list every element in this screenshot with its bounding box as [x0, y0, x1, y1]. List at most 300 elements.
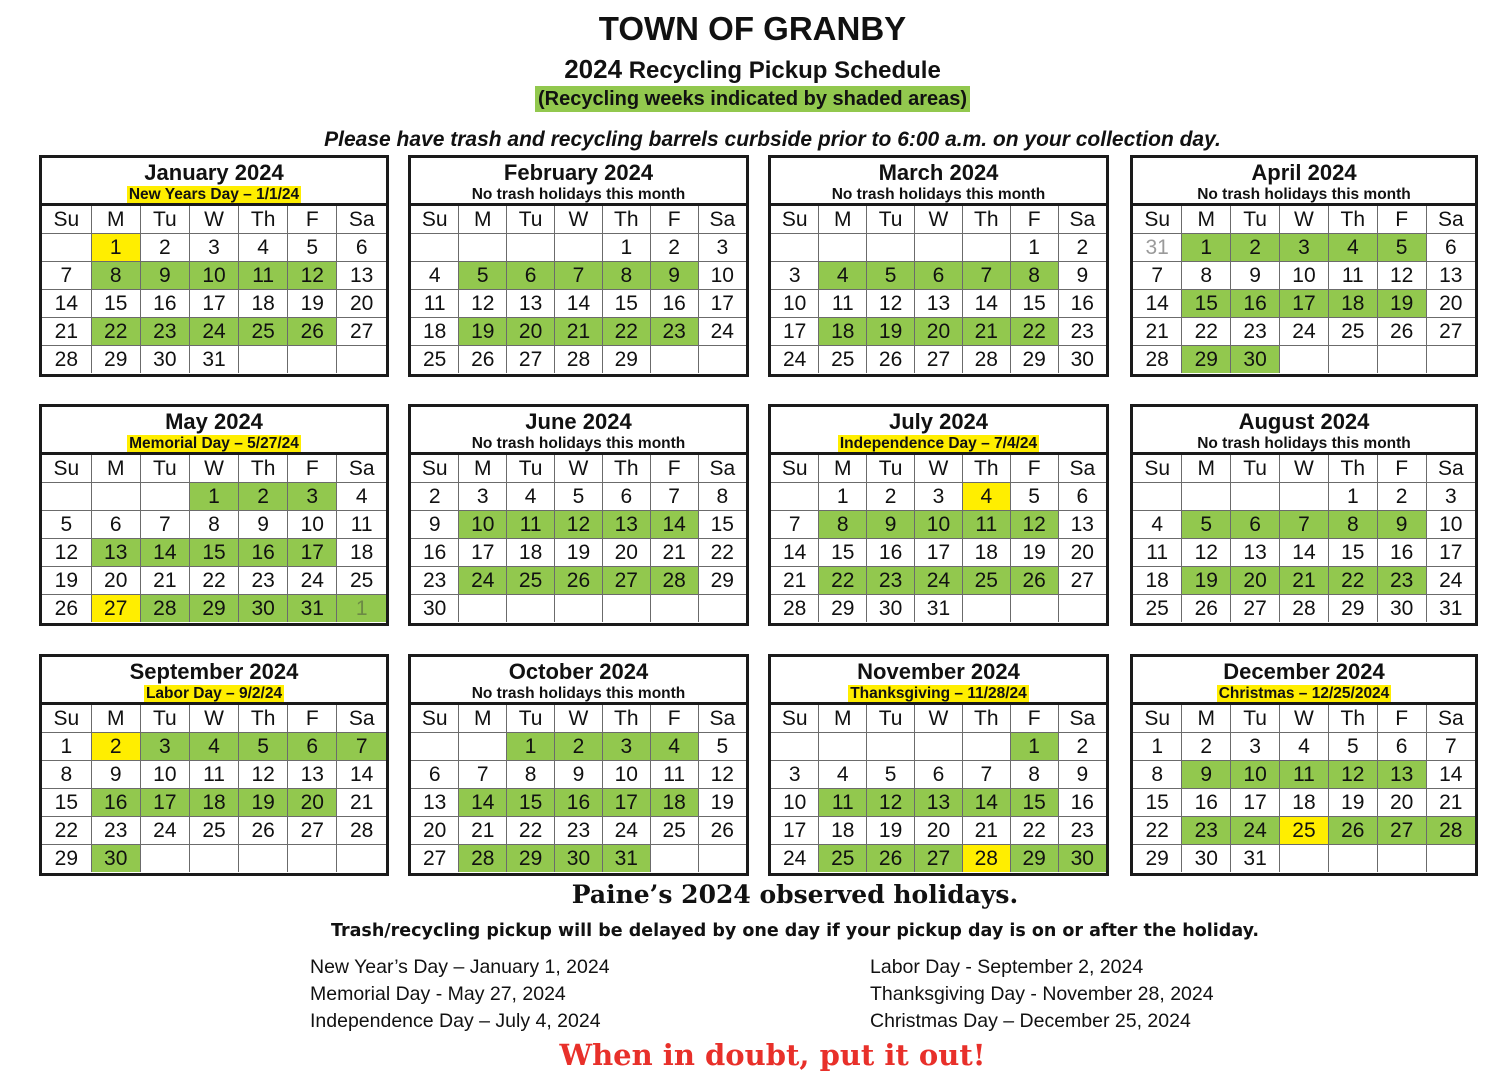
day-cell: 27 [1231, 595, 1280, 623]
day-cell: 11 [650, 761, 698, 789]
weekday-row [411, 206, 746, 234]
shaded-note: (Recycling weeks indicated by shaded areas) [535, 86, 970, 112]
month-note-text: No trash holidays this month [1197, 435, 1411, 452]
recycling-day-cell: 4 [819, 262, 867, 290]
recycling-day-cell: 17 [602, 789, 650, 817]
recycling-day-cell: 3 [140, 733, 189, 761]
empty-day-cell [1010, 595, 1058, 623]
empty-day-cell [288, 845, 337, 873]
empty-day-cell [698, 845, 746, 873]
month-calendar [768, 404, 1109, 626]
weekday-label: Sa [698, 455, 746, 483]
month-header [771, 407, 1106, 455]
weekday-label: W [555, 705, 603, 733]
day-cell: 9 [1231, 262, 1280, 290]
day-cell: 12 [42, 539, 91, 567]
day-cell: 17 [698, 290, 746, 318]
day-cell: 23 [1058, 318, 1106, 346]
weekday-label: F [650, 206, 698, 234]
day-cell: 18 [239, 290, 288, 318]
recycling-day-cell: 24 [1231, 817, 1280, 845]
month-calendar [408, 155, 749, 377]
week-row [771, 595, 1106, 623]
day-cell: 15 [91, 290, 140, 318]
week-row [42, 262, 386, 290]
recycling-day-cell: 23 [140, 318, 189, 346]
weekday-label: Sa [1058, 455, 1106, 483]
weekday-label: M [819, 705, 867, 733]
day-cell: 29 [1010, 346, 1058, 374]
day-cell: 29 [1328, 595, 1377, 623]
day-cell: 21 [1133, 318, 1182, 346]
day-cell: 16 [650, 290, 698, 318]
month-calendar [39, 404, 389, 626]
weekday-label: Th [239, 206, 288, 234]
day-cell: 24 [1280, 318, 1329, 346]
day-cell: 23 [239, 567, 288, 595]
empty-day-cell [337, 845, 386, 873]
day-cell: 26 [698, 817, 746, 845]
day-cell: 17 [771, 318, 819, 346]
empty-day-cell [962, 733, 1010, 761]
day-cell: 31 [1133, 234, 1182, 262]
recycling-day-cell: 3 [602, 733, 650, 761]
empty-day-cell [91, 483, 140, 511]
week-row [42, 511, 386, 539]
day-cell: 24 [771, 346, 819, 374]
weekday-label: F [1377, 206, 1426, 234]
weekday-label: M [91, 705, 140, 733]
weekday-label: Su [411, 206, 459, 234]
recycling-day-cell: 30 [239, 595, 288, 623]
day-cell: 12 [698, 761, 746, 789]
week-row [411, 789, 746, 817]
month-note-text: Independence Day – 7/4/24 [839, 435, 1038, 452]
week-row [1133, 234, 1475, 262]
day-cell: 5 [1010, 483, 1058, 511]
day-cell: 24 [288, 567, 337, 595]
recycling-day-cell: 23 [650, 318, 698, 346]
empty-day-cell [771, 483, 819, 511]
week-row [771, 511, 1106, 539]
day-cell: 4 [337, 483, 386, 511]
month-title: June 2024 [525, 409, 632, 434]
empty-day-cell [771, 234, 819, 262]
weekday-label: Tu [1231, 705, 1280, 733]
day-cell: 16 [1377, 539, 1426, 567]
week-row [771, 234, 1106, 262]
month-title: December 2024 [1223, 659, 1385, 684]
recycling-day-cell: 18 [650, 789, 698, 817]
empty-day-cell [140, 483, 189, 511]
recycling-day-cell: 6 [915, 262, 963, 290]
empty-day-cell [555, 595, 603, 623]
empty-day-cell [1182, 483, 1231, 511]
recycling-day-cell: 19 [1377, 290, 1426, 318]
day-cell: 17 [915, 539, 963, 567]
day-cell: 21 [459, 817, 507, 845]
day-cell: 15 [819, 539, 867, 567]
recycling-day-cell: 24 [915, 567, 963, 595]
month-grid [411, 206, 746, 373]
weekday-label: Tu [507, 206, 555, 234]
weekday-label: W [915, 455, 963, 483]
page-subtitle [0, 54, 1505, 85]
recycling-day-cell: 9 [140, 262, 189, 290]
recycling-day-cell: 20 [1231, 567, 1280, 595]
recycling-day-cell: 30 [1058, 845, 1106, 873]
recycling-day-cell: 19 [1182, 567, 1231, 595]
weekday-label: M [91, 206, 140, 234]
day-cell: 6 [1058, 483, 1106, 511]
empty-day-cell [1328, 346, 1377, 374]
day-cell: 19 [288, 290, 337, 318]
recycling-day-cell: 25 [819, 845, 867, 873]
weekday-label: M [459, 705, 507, 733]
recycling-day-cell: 1 [507, 733, 555, 761]
recycling-day-cell: 22 [602, 318, 650, 346]
recycling-day-cell: 27 [602, 567, 650, 595]
day-cell: 31 [189, 346, 238, 374]
day-cell: 21 [650, 539, 698, 567]
day-cell: 2 [1058, 234, 1106, 262]
weekday-label: F [1010, 206, 1058, 234]
day-cell: 7 [771, 511, 819, 539]
day-cell: 8 [189, 511, 238, 539]
month-title: July 2024 [888, 409, 989, 434]
week-row [42, 845, 386, 873]
slogan: When in doubt, put it out! [559, 1038, 986, 1072]
weekday-label: Su [1133, 206, 1182, 234]
recycling-day-cell: 28 [459, 845, 507, 873]
empty-day-cell [650, 595, 698, 623]
no-holiday-note [1133, 186, 1475, 203]
day-cell: 16 [411, 539, 459, 567]
recycling-day-cell: 9 [650, 262, 698, 290]
holiday-list-item: Christmas Day – December 25, 2024 [870, 1010, 1191, 1032]
day-cell: 18 [507, 539, 555, 567]
recycling-day-cell: 14 [140, 539, 189, 567]
recycling-day-cell: 6 [507, 262, 555, 290]
day-cell: 10 [1426, 511, 1475, 539]
recycling-day-cell: 14 [962, 789, 1010, 817]
day-cell: 12 [1182, 539, 1231, 567]
week-row [771, 346, 1106, 374]
week-row [42, 733, 386, 761]
day-cell: 6 [411, 761, 459, 789]
page-title: TOWN OF GRANBY [598, 10, 907, 47]
weekday-label: Th [962, 705, 1010, 733]
month-calendar [768, 155, 1109, 377]
recycling-day-cell: 8 [602, 262, 650, 290]
empty-day-cell [1328, 845, 1377, 873]
day-cell: 13 [288, 761, 337, 789]
day-cell: 26 [1377, 318, 1426, 346]
day-cell: 30 [1182, 845, 1231, 873]
recycling-day-cell: 23 [1182, 817, 1231, 845]
day-cell: 25 [411, 346, 459, 374]
weekday-label: Sa [337, 206, 386, 234]
day-cell: 23 [555, 817, 603, 845]
holiday-list-left [310, 954, 610, 1035]
recycling-day-cell: 5 [1182, 511, 1231, 539]
recycling-day-cell: 7 [1280, 511, 1329, 539]
day-cell: 2 [140, 234, 189, 262]
week-row [411, 845, 746, 873]
empty-day-cell [1377, 346, 1426, 374]
day-cell: 3 [1231, 733, 1280, 761]
week-row [42, 346, 386, 374]
week-row [771, 789, 1106, 817]
weekday-label: Su [771, 206, 819, 234]
day-cell: 9 [411, 511, 459, 539]
weekday-label: Sa [337, 455, 386, 483]
empty-day-cell [459, 733, 507, 761]
day-cell: 30 [1377, 595, 1426, 623]
day-cell: 20 [1058, 539, 1106, 567]
day-cell: 1 [1010, 234, 1058, 262]
recycling-day-cell: 14 [459, 789, 507, 817]
recycling-day-cell: 20 [507, 318, 555, 346]
day-cell: 28 [771, 595, 819, 623]
weekday-row [411, 455, 746, 483]
recycling-day-cell: 2 [1231, 234, 1280, 262]
weekday-label: W [555, 206, 603, 234]
recycling-day-cell: 11 [507, 511, 555, 539]
week-row [771, 290, 1106, 318]
empty-day-cell [1280, 845, 1329, 873]
day-cell: 24 [140, 817, 189, 845]
recycling-day-cell: 15 [189, 539, 238, 567]
day-cell: 5 [288, 234, 337, 262]
recycling-day-cell: 6 [1231, 511, 1280, 539]
month-title: March 2024 [878, 160, 999, 185]
month-note-text: New Years Day – 1/1/24 [128, 186, 300, 203]
day-cell: 28 [42, 346, 91, 374]
day-cell: 3 [698, 234, 746, 262]
month-title: November 2024 [857, 659, 1020, 684]
day-cell: 22 [1133, 817, 1182, 845]
weekday-label: Tu [140, 206, 189, 234]
month-title: October 2024 [508, 659, 649, 684]
observed-holidays-title: Paine’s 2024 observed holidays. [571, 880, 1019, 909]
weekday-row [42, 705, 386, 733]
day-cell: 19 [555, 539, 603, 567]
day-cell: 6 [1426, 234, 1475, 262]
day-cell: 6 [1377, 733, 1426, 761]
recycling-day-cell: 12 [1010, 511, 1058, 539]
day-cell: 6 [91, 511, 140, 539]
day-cell: 30 [1058, 346, 1106, 374]
day-cell: 23 [1231, 318, 1280, 346]
recycling-day-cell: 8 [91, 262, 140, 290]
recycling-day-cell: 26 [867, 845, 915, 873]
day-cell: 13 [1231, 539, 1280, 567]
recycling-day-cell: 7 [337, 733, 386, 761]
day-cell: 3 [189, 234, 238, 262]
month-note-text: Thanksgiving – 11/28/24 [850, 685, 1027, 702]
month-title: January 2024 [144, 160, 284, 185]
day-cell: 22 [698, 539, 746, 567]
recycling-day-cell: 14 [650, 511, 698, 539]
day-cell: 13 [507, 290, 555, 318]
day-cell: 12 [239, 761, 288, 789]
empty-day-cell [962, 234, 1010, 262]
day-cell: 10 [140, 761, 189, 789]
day-cell: 15 [1133, 789, 1182, 817]
recycling-day-cell: 10 [459, 511, 507, 539]
weekday-label: Tu [867, 206, 915, 234]
recycling-day-cell: 3 [1280, 234, 1329, 262]
day-cell: 10 [288, 511, 337, 539]
weekday-label: W [555, 455, 603, 483]
recycling-day-cell: 11 [962, 511, 1010, 539]
recycling-day-cell: 1 [189, 483, 238, 511]
week-row [1133, 539, 1475, 567]
weekday-label: Su [771, 705, 819, 733]
day-cell: 22 [189, 567, 238, 595]
holiday-day-cell: 1 [91, 234, 140, 262]
weekday-label: M [459, 206, 507, 234]
recycling-day-cell: 29 [507, 845, 555, 873]
recycling-day-cell: 2 [239, 483, 288, 511]
week-row [1133, 595, 1475, 623]
week-row [42, 817, 386, 845]
day-cell: 9 [1058, 262, 1106, 290]
day-cell: 22 [1010, 817, 1058, 845]
recycling-day-cell: 26 [288, 318, 337, 346]
recycling-day-cell: 13 [1377, 761, 1426, 789]
recycling-day-cell: 10 [1231, 761, 1280, 789]
day-cell: 5 [42, 511, 91, 539]
day-cell: 29 [91, 346, 140, 374]
holiday-day-cell: 4 [962, 483, 1010, 511]
recycling-day-cell: 26 [1010, 567, 1058, 595]
weekday-label: F [650, 455, 698, 483]
recycling-day-cell: 15 [1182, 290, 1231, 318]
day-cell: 18 [962, 539, 1010, 567]
week-row [42, 567, 386, 595]
month-note-text: No trash holidays this month [471, 685, 686, 702]
day-cell: 21 [771, 567, 819, 595]
day-cell: 25 [1133, 595, 1182, 623]
day-cell: 21 [337, 789, 386, 817]
recycling-day-cell: 31 [288, 595, 337, 623]
recycling-day-cell: 22 [1010, 318, 1058, 346]
recycling-day-cell: 24 [459, 567, 507, 595]
empty-day-cell [698, 346, 746, 374]
month-grid [411, 455, 746, 622]
observed-holidays-subtitle: Trash/recycling pickup will be delayed by one day if your pickup day is on or after the holiday. [330, 921, 1260, 941]
day-cell: 13 [411, 789, 459, 817]
day-cell: 26 [1182, 595, 1231, 623]
empty-day-cell [698, 595, 746, 623]
weekday-label: M [819, 206, 867, 234]
empty-day-cell [42, 483, 91, 511]
month-header [771, 158, 1106, 206]
recycling-day-cell: 5 [459, 262, 507, 290]
day-cell: 13 [337, 262, 386, 290]
day-cell: 16 [1058, 789, 1106, 817]
day-cell: 16 [1182, 789, 1231, 817]
day-cell: 1 [819, 483, 867, 511]
recycling-day-cell: 12 [555, 511, 603, 539]
weekday-label: Sa [698, 206, 746, 234]
day-cell: 28 [337, 817, 386, 845]
day-cell: 7 [459, 761, 507, 789]
week-row [411, 733, 746, 761]
day-cell: 12 [1377, 262, 1426, 290]
day-cell: 18 [411, 318, 459, 346]
holiday-day-cell: 28 [962, 845, 1010, 873]
recycling-day-cell: 31 [602, 845, 650, 873]
day-cell: 21 [42, 318, 91, 346]
day-cell: 25 [337, 567, 386, 595]
holiday-list-item: Labor Day - September 2, 2024 [870, 956, 1144, 978]
weekday-label: Sa [1058, 705, 1106, 733]
day-cell: 1 [42, 733, 91, 761]
recycling-day-cell: 28 [1426, 817, 1475, 845]
recycling-day-cell: 3 [288, 483, 337, 511]
weekday-label: F [288, 206, 337, 234]
day-cell: 11 [189, 761, 238, 789]
weekday-label: Tu [867, 455, 915, 483]
day-cell: 19 [698, 789, 746, 817]
empty-day-cell [1058, 595, 1106, 623]
month-grid [411, 705, 746, 872]
month-grid [42, 206, 386, 373]
empty-day-cell [771, 733, 819, 761]
day-cell: 19 [867, 817, 915, 845]
day-cell: 26 [42, 595, 91, 623]
weekday-label: Th [602, 705, 650, 733]
weekday-label: Su [42, 705, 91, 733]
day-cell: 7 [42, 262, 91, 290]
weekday-label: W [915, 206, 963, 234]
recycling-day-cell: 28 [650, 567, 698, 595]
month-header [1133, 158, 1475, 206]
day-cell: 20 [337, 290, 386, 318]
recycling-day-cell: 4 [650, 733, 698, 761]
day-cell: 18 [819, 817, 867, 845]
day-cell: 4 [239, 234, 288, 262]
recycling-day-cell: 30 [555, 845, 603, 873]
empty-day-cell [867, 234, 915, 262]
month-grid [1133, 455, 1475, 622]
day-cell: 14 [42, 290, 91, 318]
recycling-day-cell: 7 [962, 262, 1010, 290]
day-cell: 1 [1133, 733, 1182, 761]
empty-day-cell [140, 845, 189, 873]
recycling-day-cell: 23 [1377, 567, 1426, 595]
empty-day-cell [867, 733, 915, 761]
holiday-day-cell: 27 [91, 595, 140, 623]
recycling-day-cell: 10 [189, 262, 238, 290]
day-cell: 29 [1133, 845, 1182, 873]
recycling-day-cell: 9 [867, 511, 915, 539]
day-cell: 9 [555, 761, 603, 789]
day-cell: 30 [140, 346, 189, 374]
day-cell: 27 [1426, 318, 1475, 346]
week-row [42, 290, 386, 318]
week-row [411, 511, 746, 539]
day-cell: 27 [411, 845, 459, 873]
recycling-day-cell: 25 [239, 318, 288, 346]
day-cell: 27 [915, 346, 963, 374]
day-cell: 14 [771, 539, 819, 567]
recycling-day-cell: 26 [555, 567, 603, 595]
holiday-note [771, 685, 1106, 702]
